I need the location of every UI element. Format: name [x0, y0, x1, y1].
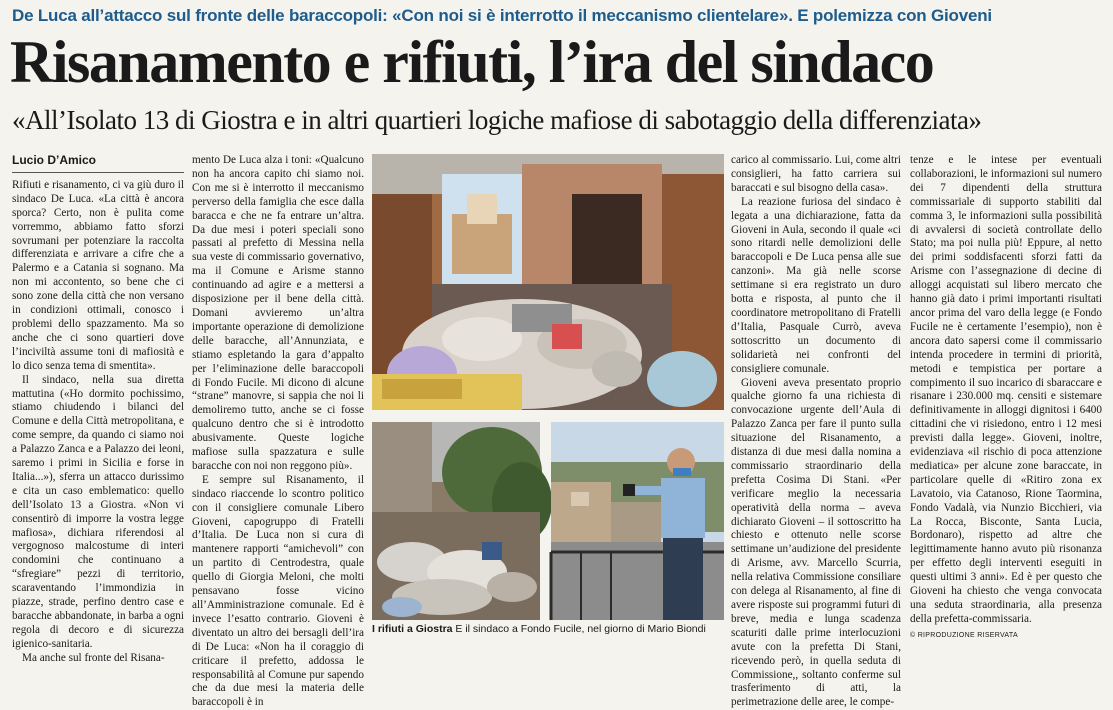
paragraph: La reazione furiosa del sindaco è legata a una dichiarazione, fatta da Gioveni in Aula, secondo il quale «ci sono ritardi nelle demolizioni delle baraccopoli e De Luca pensa alle sue canzoni». Ma già nelle scorse settimane si era registrato un duro botta e risposta, al punto che il coordinatore metropolitano di Fratelli d’Italia, Pasquale Currò, aveva sottoscritto un documento di solidarietà nei confronti del consigliere comunale.	[731, 196, 901, 377]
byline: Lucio D’Amico	[12, 154, 184, 173]
photo-garbage-ground	[372, 422, 540, 620]
caption-bold: I rifiuti a Giostra	[372, 623, 453, 635]
paragraph: tenze e le intese per eventuali collaborazioni, le informazioni sul numero dei 7 dipendenti della struttura commissariale di supporto stabiliti dal comma 3, le informazioni sulla possibilità di avvalersi di società controllate dello Stato; ma poi nulla più! Eppure, al netto dei primi soddisfacenti sforzi fatti da Arisme con l’assegnazione di decine di alloggi acquistati sul libero mercato che hanno già dato i primi importanti risultati ancor prima del varo della legge (e Fondo Fucile ne è certamente l’esempio), non è ancora dato sapersi come il commissario intenda procedere in termini di priorità, metodi e tempistica per portare a compimento il suo incarico di sbaraccare e risanare i 230.000 mq. censiti e sistemare definitivamente in alloggi dignitosi i 6400 cittadini che vi risiedono, entro i 12 mesi previsti dalla legge». Gioveni, inoltre, evidenziava «il rischio di poca attenzione mediatica» per alcune zone baraccate, in particolare quelle di «Ritiro zona ex Lavatoio, via Catanoso, Rione Taormina, Fondo Vadalà, via Nunzio Bicchieri, via La Rocca, Bisconte, Santa Lucia, Bordonaro), rispetto ad altre che legittimamente hanno avuto più risonanza per effetto degli interventi eseguiti in questi ultimi 3 anni». Ed è per questo che Gioveni ha chiesto che venga convocata una seduta straordinaria, alla presenza della prefetta-commissaria.	[910, 154, 1102, 627]
paragraph: mento De Luca alza i toni: «Qualcuno non ha ancora capito chi siamo noi. Con me si è interrotto il meccanismo perverso della famiglia che esce dalla baracca e che ne fa entrare un’altra. Da due mesi i poteri speciali sono passati al prefetto di Messina nella sua veste di commissario governativo, ma il Comune e Arisme stanno continuando ad agire e a mettersi a disposizione per il bene della città. Domani avvieremo un’altra importante operazione di demolizione delle baracche, all’Annunziata, e stiamo espletando la gara d’appalto per l’eliminazione delle baraccopoli di Fondo Fucile. Mi dicono di alcune “strane” manovre, si sappia che noi li demoliremo tutto, anche se ci fosse qualcuno dentro che si è introdotto abusivamente. Queste logiche mafiose sulla spazzatura e sulle baracche con noi non reggono più».	[192, 154, 364, 474]
headline: Risanamento e rifiuti, l’ira del sindaco	[10, 30, 1105, 94]
column-2	[192, 154, 364, 654]
paragraph: E sempre sul Risanamento, il sindaco riaccende lo scontro politico con il consigliere comunale Libero Gioveni, capogruppo di Fratelli d’Italia. De Luca non si cura di mantenere rapporti “amichevoli” con un partito di Centrodestra, quale quello di Giorgia Meloni, che molti pensavano fosse vicino all’Amministrazione comunale. Ed è invece l’esatto contrario. Gioveni è diventato un altro dei bersagli dell’ira di De Luca: «Non ha il coraggio di criticare il prefetto, addossa le responsabilità al Comune pur sapendo che da due mesi la materia delle baraccopoli è in	[192, 474, 364, 710]
paragraph: Il sindaco, nella sua diretta mattutina («Ho dormito pochissimo, stiamo chiudendo i bilanci del Comune e della Città metropolitana, e come sempre, da quando ci siamo noi a Palazzo Zanca e a Palazzo dei leoni, saremo i primi in Sicilia e forse in Italia...»), sferra un attacco durissimo e cita un caso emblematico: quello dell’Isolato 13 a Giostra. «Non vi consentirò di imporre la vostra legge mafiosa», dichiara riferendosi al vergognoso malcostume di interi condomini che continuano a “sfregiare” pezzi di territorio, scaraventando l’immondizia in piazze, strade, perfino dentro case e baracche abbandonate, in barba a ogni regola di decoro e di sicurezza igienico-sanitaria.	[12, 374, 184, 652]
photo-caption	[372, 623, 724, 635]
column-3	[731, 154, 901, 654]
paragraph: Ma anche sul fronte del Risana-	[12, 652, 184, 666]
photo-mayor-fondo-fucile	[551, 422, 724, 620]
kicker: De Luca all’attacco sul fronte delle baraccopoli: «Con noi si è interrotto il meccanismo clientelare». E polemizza con Gioveni	[12, 6, 1102, 26]
paragraph: Gioveni aveva presentato proprio qualche giorno fa una richiesta di convocazione urgente dell’Aula di Palazzo Zanca per fare il punto sulla situazione del Risanamento, a distanza di due mesi dalla nomina a commissario straordinario della prefetta Cosima Di Stani. «Per verificare meglio la necessaria operatività della norma – aveva dichiarato Gioveni – il sottoscritto ha chiesto e ottenuto nelle scorse settimane un’audizione del presidente di Arisme, avv. Marcello Scurria, nella relativa Commissione consiliare con delega al Risanamento, al fine di avere risposte sui programmi futuri di breve, media e lunga scadenza scaturiti dalle prime interlocuzioni avute con la prefetta Di Stani, ricevendo però, in quella seduta di Commissione,, soltanto conferme sul trasferimento di atti, la perimetrazione delle aree, le compe-	[731, 377, 901, 710]
column-1	[12, 154, 184, 654]
paragraph: Rifiuti e risanamento, ci va giù duro il sindaco De Luca. «La città è ancora sporca? Certo, non è pulita come vorremmo, abbiamo fatto sforzi sovrumani per potenziare la raccolta differenziata e arrivare a cifre che a Palermo e a Catania si sognano. Ma non mi accontento, so bene che ci sono zone della città che non versano in condizioni ottimali, conosco i problemi dello spazzamento. Ma so anche che ci sono quartieri dove l’inciviltà assume toni di mafiosità e lo dico senza tema di smentita».	[12, 179, 184, 374]
caption-text: E il sindaco a Fondo Fucile, nel giorno di Mario Biondi	[453, 623, 706, 635]
column-4	[910, 154, 1102, 654]
copyright-notice: © RIPRODUZIONE RISERVATA	[910, 629, 1102, 643]
subheadline: «All’Isolato 13 di Giostra e in altri quartieri logiche mafiose di sabotaggio della differenziata»	[12, 104, 1107, 136]
photo-garbage-shack	[372, 154, 724, 410]
paragraph: carico al commissario. Lui, come altri consiglieri, ha fatto carriera sui baraccati e sul bisogno della casa».	[731, 154, 901, 196]
